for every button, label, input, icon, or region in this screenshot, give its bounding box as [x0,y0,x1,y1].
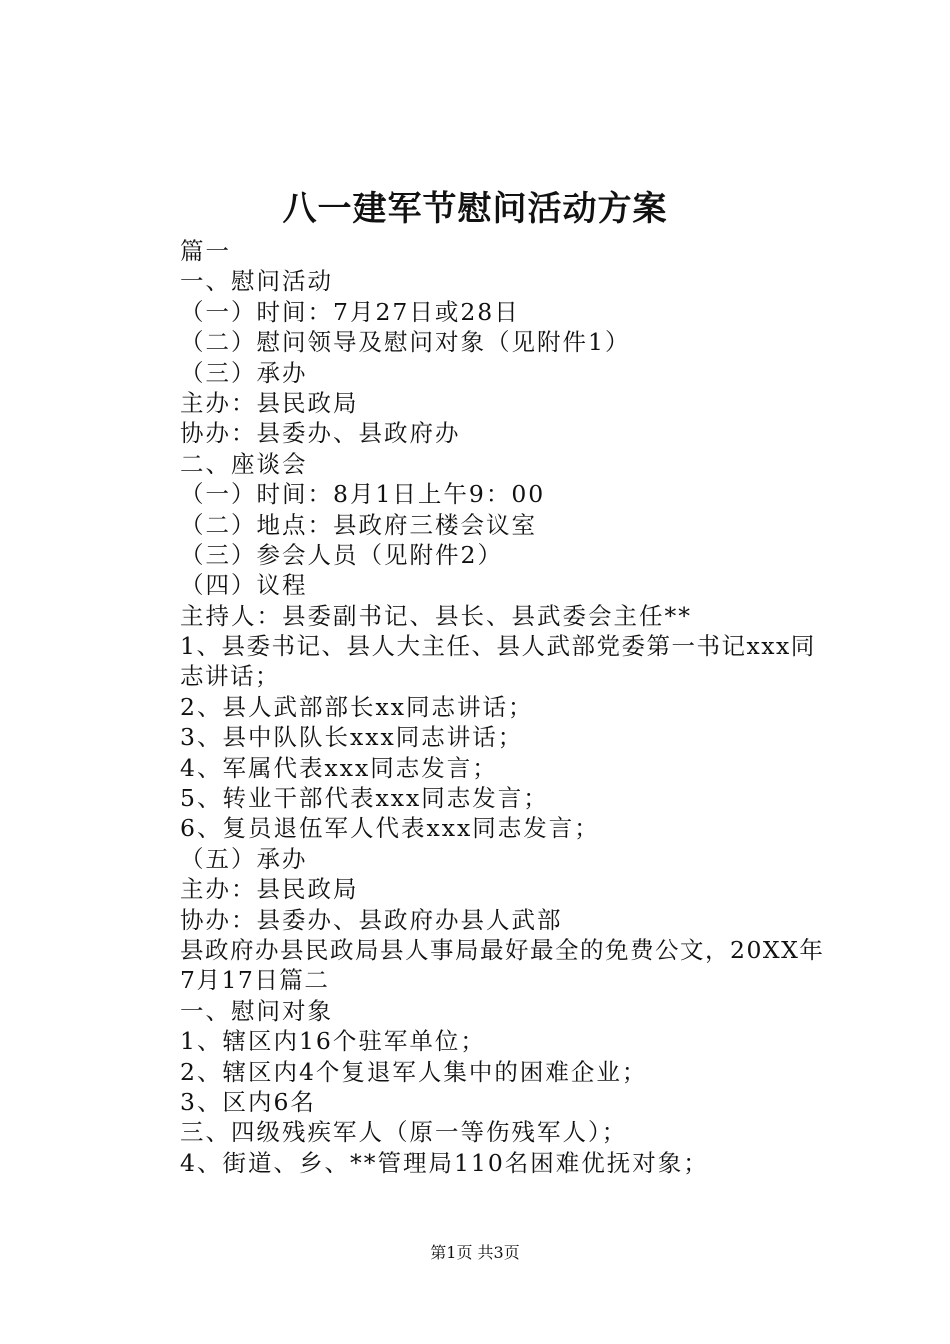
paragraph: 6、复员退伍军人代表xxx同志发言； [180,814,600,843]
paragraph: 3、区内6名 [180,1088,316,1116]
paragraph: （三）承办 [180,358,308,387]
paragraph: 4、军属代表xxx同志发言； [180,753,498,782]
paragraph: 5、转业干部代表xxx同志发言； [180,784,549,813]
section-heading: 一、慰问对象 [180,996,333,1025]
paragraph: （五）承办 [180,844,308,873]
document-title: 八一建军节慰问活动方案 [282,189,668,229]
page-number-footer: 第1页 共3页 [430,1243,520,1262]
paragraph: 协办：县委办、县政府办县人武部 [180,905,563,934]
paragraph: （二）地点：县政府三楼会议室 [180,510,537,539]
section-heading: 一、慰问活动 [180,267,333,296]
paragraph: （一）时间：7月27日或28日 [180,297,520,326]
paragraph: 协办：县委办、县政府办 [180,419,461,448]
paragraph: （一）时间：8月1日上午9：00 [180,480,546,509]
paragraph: （三）参会人员（见附件2） [180,540,503,569]
paragraph: 主办：县民政局 [180,875,359,904]
paragraph: 主持人：县委副书记、县长、县武委会主任** [180,601,692,630]
paragraph: 篇一 [180,237,231,265]
paragraph: （二）慰问领导及慰问对象（见附件1） [180,328,631,357]
paragraph: 1、县委书记、县人大主任、县人武部党委第一书记xxx同志讲话； [180,632,816,691]
paragraph: 2、辖区内4个复退军人集中的困难企业； [180,1057,648,1086]
paragraph: 县政府办县民政局县人事局最好最全的免费公文，20XX年7月17日篇二 [180,936,825,995]
section-heading: 三、四级残疾军人（原一等伤残军人）； [180,1118,628,1147]
document-body [129,236,834,1178]
paragraph: 4、街道、乡、**管理局110名困难优抚对象； [180,1148,709,1177]
paragraph: 2、县人武部部长xx同志讲话； [180,692,534,721]
paragraph: 主办：县民政局 [180,388,359,417]
section-heading: 二、座谈会 [180,449,308,478]
paragraph: （四）议程 [180,571,308,600]
paragraph: 1、辖区内16个驻军单位； [180,1027,486,1056]
paragraph: 3、县中队队长xxx同志讲话； [180,723,524,752]
